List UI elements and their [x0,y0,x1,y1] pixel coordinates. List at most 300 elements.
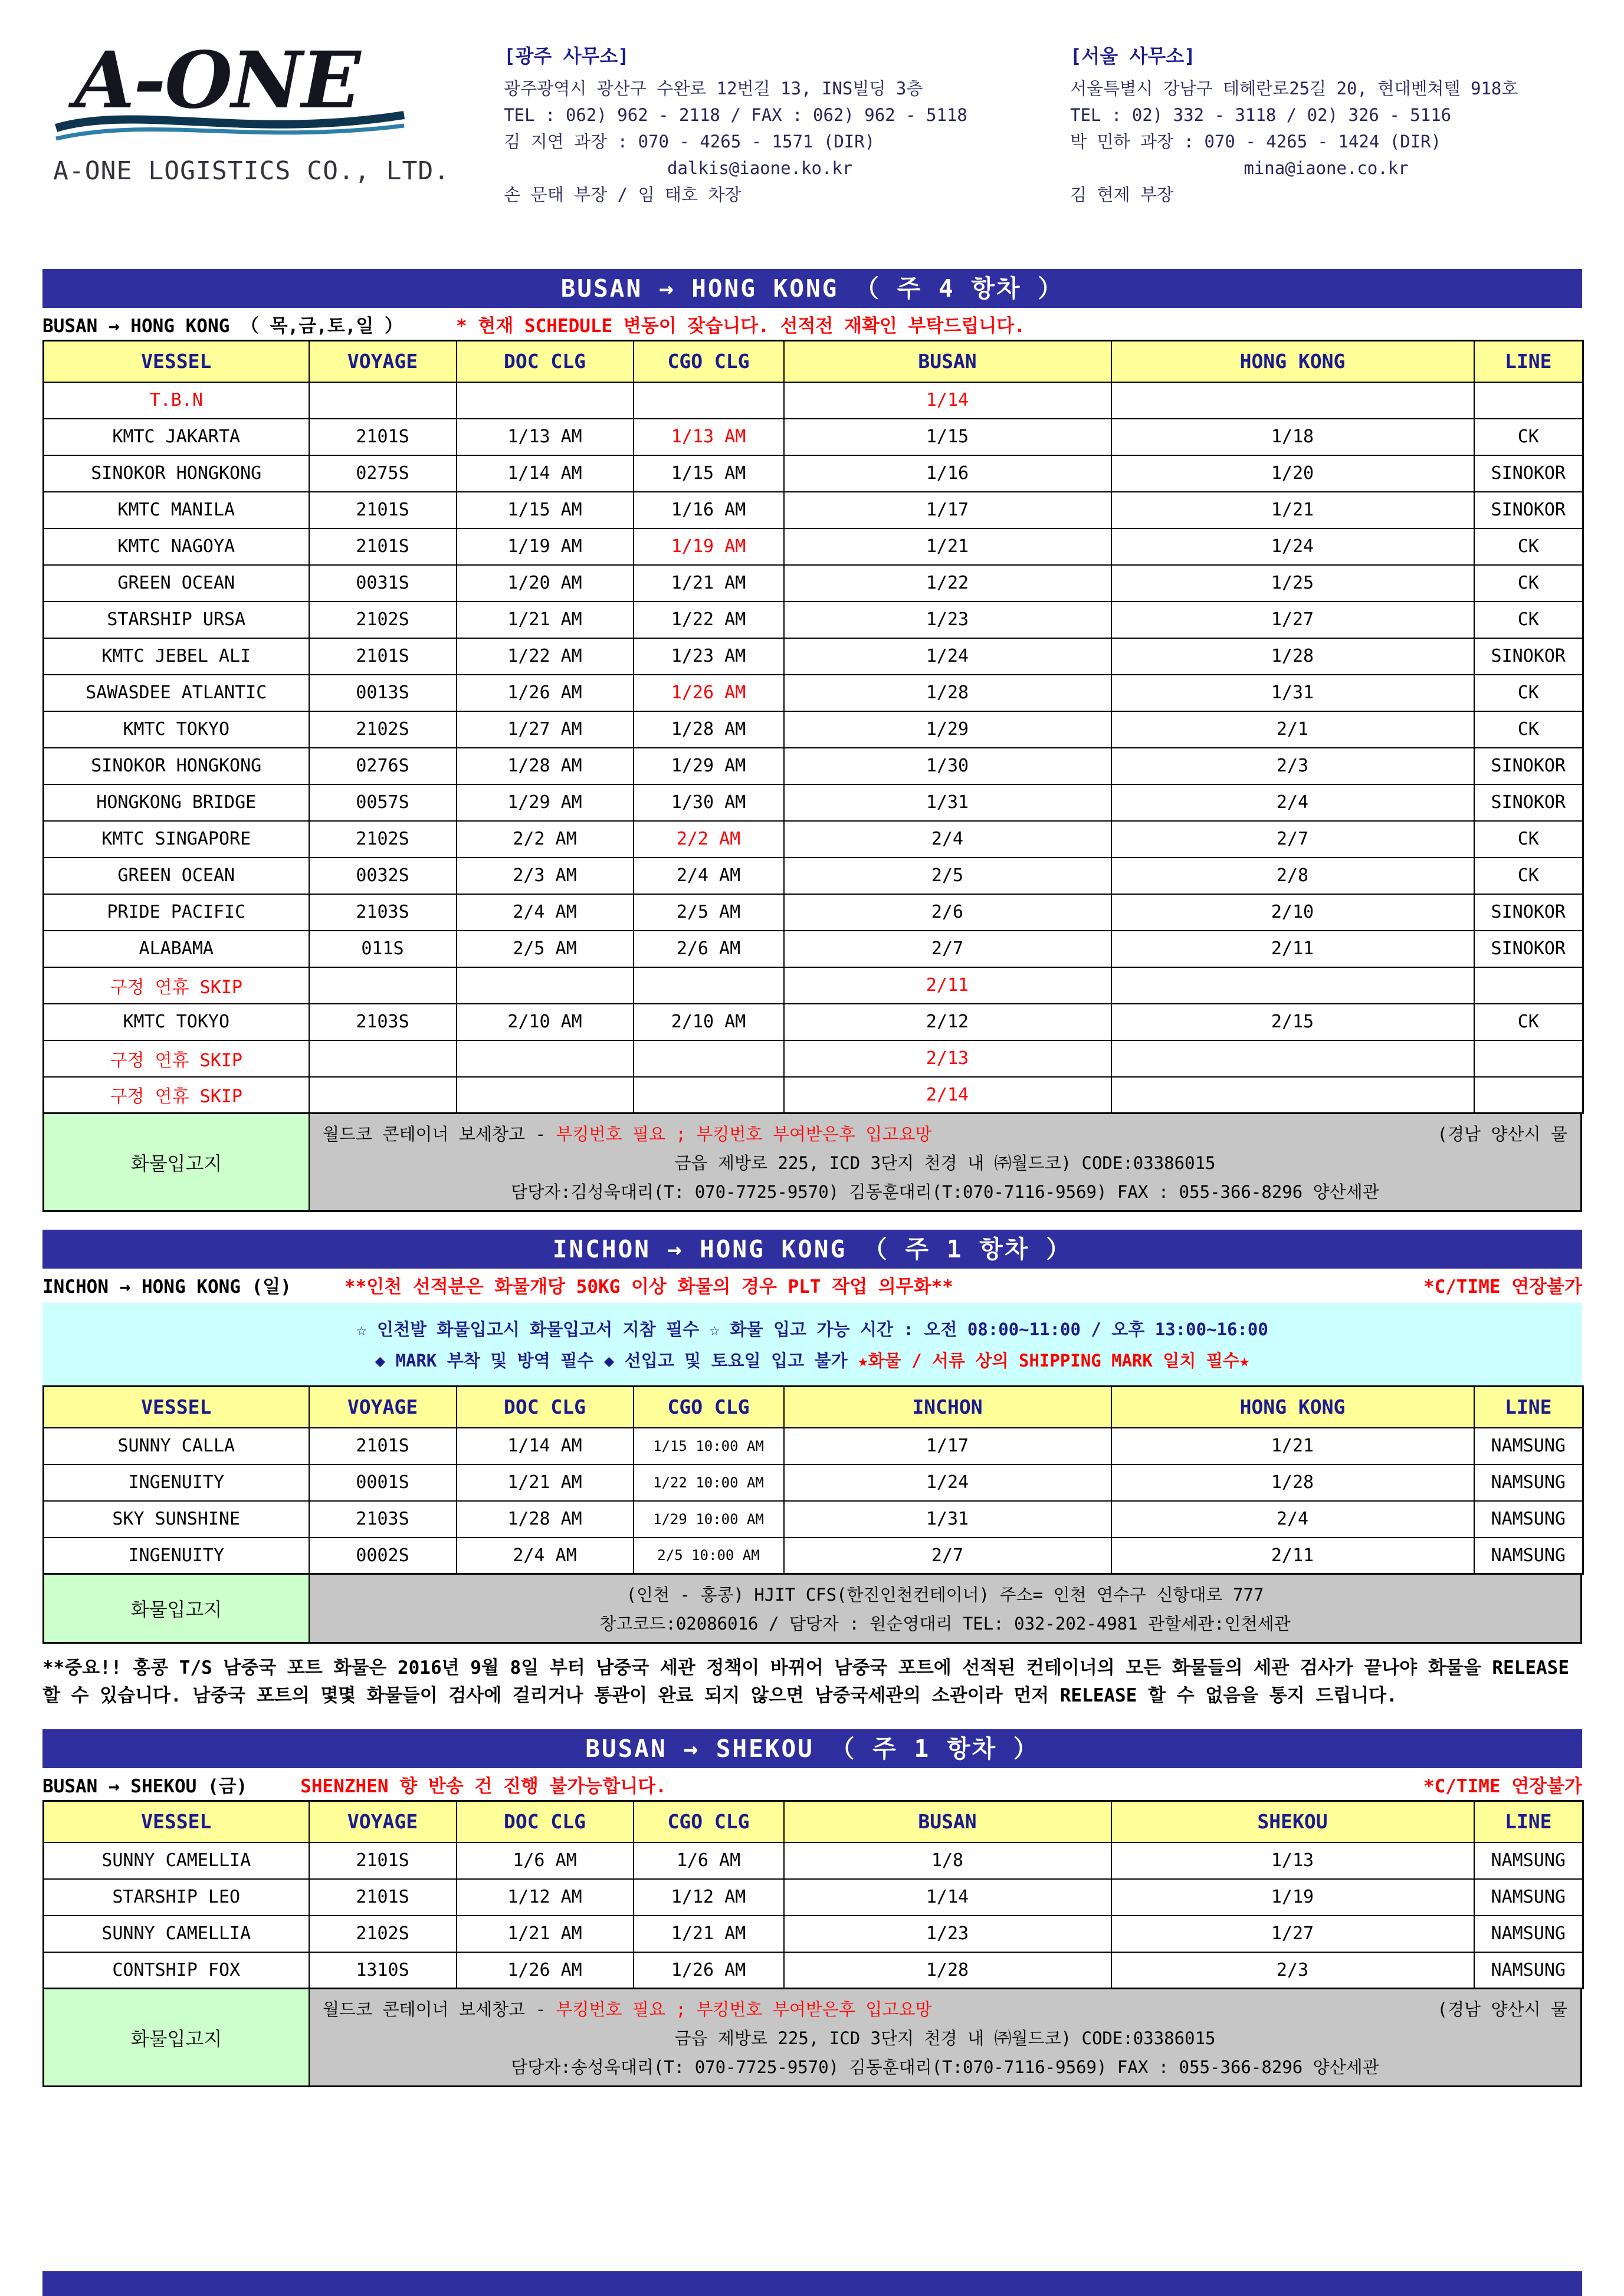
table-cell: 1/22 10:00 AM [634,1464,784,1501]
table-cell: 1/26 AM [457,1952,634,1989]
table-cell: 2/5 [784,858,1111,894]
table-cell: GREEN OCEAN [44,858,309,894]
table-cell: 0001S [309,1464,457,1501]
table-row [44,528,1583,565]
table-cell: 1/8 [784,1842,1111,1879]
table-cell: 1/31 [784,784,1111,821]
table-cell: 1/12 AM [634,1879,784,1916]
table-row [44,455,1583,492]
table-cell: 0031S [309,565,457,602]
depot-row [42,1114,1582,1212]
table-cell [309,382,457,419]
table-cell: SAWASDEE ATLANTIC [44,675,309,711]
depot-line-1 [323,1996,1567,2021]
table-cell: 1/23 AM [634,638,784,675]
column-header: BUSAN [784,1801,1111,1842]
table-cell: GREEN OCEAN [44,565,309,602]
table-cell: 1/28 AM [457,1501,634,1538]
column-header: DOC CLG [457,1387,634,1428]
table-cell: KMTC SINGAPORE [44,821,309,858]
table-cell: 2102S [309,1916,457,1952]
notice-shipping-mark-rule: ★화물 / 서류 상의 SHIPPING MARK 일치 필수★ [858,1351,1250,1371]
table-cell: 1/28 AM [457,748,634,784]
table-cell: 2101S [309,1842,457,1879]
table-cell: 1/15 AM [457,492,634,528]
table-row [44,419,1583,455]
subtitle-warning: **인천 선적분은 화물개당 50KG 이상 화물의 경우 PLT 작업 의무화** [344,1276,953,1298]
table-row [44,1952,1583,1989]
table-row [44,492,1583,528]
table-cell: 2/7 [1111,821,1474,858]
table-cell: INGENUITY [44,1538,309,1574]
office-address: 광주광역시 광산구 수완로 12번길 13, INS빌딩 3층 [504,78,923,98]
table-cell: 1/27 [1111,1916,1474,1952]
table-cell: 2101S [309,492,457,528]
table-cell: 1/14 [784,1879,1111,1916]
table-cell: SKY SUNSHINE [44,1501,309,1538]
banner-busan-hongkong: BUSAN → HONG KONG （ 주 4 항차 ） [42,269,1582,308]
table-row [44,967,1583,1004]
table-cell: 1/19 [1111,1879,1474,1916]
table-cell [457,382,634,419]
table-cell: SINOKOR [1474,455,1583,492]
table-cell: SINOKOR HONGKONG [44,455,309,492]
table-cell: CK [1474,675,1583,711]
table-cell: 2/12 [784,1004,1111,1040]
office-email: mina@iaone.co.kr [1244,157,1409,178]
table-cell: NAMSUNG [1474,1916,1583,1952]
table-cell: SINOKOR HONGKONG [44,748,309,784]
subtitle-busan-shekou [42,1768,1582,1800]
table-cell: 2101S [309,638,457,675]
subtitle-ctime-note: *C/TIME 연장불가 [1423,1276,1582,1298]
table-cell [1111,1040,1474,1077]
table-cell: PRIDE PACIFIC [44,894,309,931]
table-cell: 1/23 [784,602,1111,638]
table-cell: 2/15 [1111,1004,1474,1040]
table-cell: NAMSUNG [1474,1842,1583,1879]
table-row [44,1004,1583,1040]
table-cell: 1/25 [1111,565,1474,602]
table-cell: CK [1474,419,1583,455]
table-cell: 1/17 [784,492,1111,528]
table-header-row [44,1801,1583,1842]
depot-booking-note: 부킹번호 필요 ; 부킹번호 부여받은후 입고요망 [556,1999,932,2019]
depot-address-start: (경남 양산시 물 [1437,1999,1567,2019]
table-cell: 1/13 [1111,1842,1474,1879]
table-cell: 2102S [309,821,457,858]
table-cell: 1/26 AM [634,675,784,711]
table-cell: 2/4 AM [634,858,784,894]
table-cell [634,1040,784,1077]
banner-busan-shekou: BUSAN → SHEKOU （ 주 1 항차 ） [42,1729,1582,1768]
table-cell: 2/7 [784,931,1111,967]
table-cell [457,1040,634,1077]
table-cell: 1/21 AM [634,1916,784,1952]
table-cell: 1/6 AM [634,1842,784,1879]
table-cell: 1/29 AM [634,748,784,784]
table-cell: 1/15 10:00 AM [634,1428,784,1464]
transshipment-notice: **중요!! 홍콩 T/S 남중국 포트 화물은 2016년 9월 8일 부터 남중국 세관 정책이 바뀌어 남중국 포트에 선적된 컨테이너의 모든 화물들의 세관 검사가 끝나야 화물을 RELEASE 할 수 있습니다. 남중국 포트의 몇몇 화물들이 검사에 걸리거나 통관이 완료 되지 않으면 남중국세관의 소관이라 먼저 RELEASE 할 수 없음을 통지 드립니다. [42,1657,1570,1706]
depot-line-1 [323,1121,1567,1145]
table-cell: SUNNY CALLA [44,1428,309,1464]
table-cell: 2102S [309,602,457,638]
table-cell: ALABAMA [44,931,309,967]
table-row [44,675,1583,711]
table-cell: 2/5 AM [634,894,784,931]
office-staff: 김 현제 부장 [1070,184,1174,205]
table-row [44,784,1583,821]
table-cell: 2/3 AM [457,858,634,894]
table-cell [309,1040,457,1077]
table-cell: 구정 연휴 SKIP [44,1077,309,1113]
table-cell: 1/16 AM [634,492,784,528]
table-cell: 2/10 AM [634,1004,784,1040]
table-cell [1111,382,1474,419]
table-cell: KMTC NAGOYA [44,528,309,565]
table-cell: 2102S [309,711,457,748]
banner-inchon-hongkong: INCHON → HONG KONG （ 주 1 항차 ） [42,1230,1582,1269]
notice-line-2 [42,1348,1582,1372]
subtitle-busan-hongkong [42,308,1582,340]
office-phone: TEL : 02) 332 - 3118 / 02) 326 - 5116 [1070,104,1452,125]
subtitle-inchon-hongkong [42,1269,1582,1300]
schedule-table-busan-hongkong [42,340,1584,1114]
logo-text: A-ONE [74,35,360,126]
table-cell: 1/13 AM [634,419,784,455]
table-cell: 2/4 AM [457,894,634,931]
table-cell: 0057S [309,784,457,821]
table-cell [309,1077,457,1113]
table-cell: 2101S [309,419,457,455]
table-cell: 1/17 [784,1428,1111,1464]
table-cell: 2/6 AM [634,931,784,967]
table-cell: 2/10 AM [457,1004,634,1040]
table-row [44,748,1583,784]
schedule-table-busan-shekou [42,1800,1584,1989]
table-cell: 1/26 AM [634,1952,784,1989]
depot-booking-note: 부킹번호 필요 ; 부킹번호 부여받은후 입고요망 [556,1124,932,1144]
column-header: CGO CLG [634,341,784,382]
subtitle-route: INCHON → HONG KONG (일) [42,1276,291,1298]
table-cell [457,1077,634,1113]
table-cell: SINOKOR [1474,931,1583,967]
table-cell: 1/28 [1111,638,1474,675]
table-cell: 2/11 [1111,931,1474,967]
table-cell [1474,967,1583,1004]
table-cell: CK [1474,821,1583,858]
column-header: HONG KONG [1111,1387,1474,1428]
column-header: VOYAGE [309,1387,457,1428]
office-contact: 김 지연 과장 : 070 - 4265 - 1571 (DIR) [504,131,875,152]
table-cell: 1/24 [784,1464,1111,1501]
table-cell: 2101S [309,1428,457,1464]
table-cell: CK [1474,858,1583,894]
table-cell: 1/21 [784,528,1111,565]
logo-mark [53,35,431,146]
depot-line-2: 창고코드:02086016 / 담당자 : 원순영대리 TEL: 032-202-4981 관할세관:인천세관 [599,1614,1291,1634]
table-cell: 1/24 [1111,528,1474,565]
table-cell: 1/16 [784,455,1111,492]
table-cell: 2/5 10:00 AM [634,1538,784,1574]
table-cell [634,1077,784,1113]
table-cell: SINOKOR [1474,784,1583,821]
table-cell: 1/18 [1111,419,1474,455]
depot-row [42,1989,1582,2087]
table-cell: KMTC MANILA [44,492,309,528]
table-cell: 2101S [309,1879,457,1916]
table-cell: 2/7 [784,1538,1111,1574]
table-cell: 1/12 AM [457,1879,634,1916]
column-header: LINE [1474,1387,1583,1428]
depot-warehouse: 월드코 콘테이너 보세창고 - [323,1124,556,1144]
table-cell: 1/21 [1111,1428,1474,1464]
subtitle-route: BUSAN → SHEKOU (금) [42,1775,248,1797]
table-cell: INGENUITY [44,1464,309,1501]
depot-label: 화물입고지 [44,1989,310,2085]
table-cell: 2/4 AM [457,1538,634,1574]
table-row [44,382,1583,419]
table-cell: 0275S [309,455,457,492]
table-cell: 1/21 AM [457,1464,634,1501]
table-cell: 1/20 AM [457,565,634,602]
office-staff: 손 문태 부장 / 임 태호 차장 [504,184,742,205]
column-header: BUSAN [784,341,1111,382]
depot-label: 화물입고지 [44,1575,310,1642]
column-header: DOC CLG [457,341,634,382]
table-cell: 2103S [309,1004,457,1040]
subtitle-route: BUSAN → HONG KONG （ 목,금,토,일 ） [42,315,403,337]
office-seoul-title: [서울 사무소] [1070,45,1196,67]
table-row [44,1538,1583,1574]
table-row [44,1842,1583,1879]
table-cell: 1/28 [784,675,1111,711]
depot-row [42,1575,1582,1644]
depot-info [310,1114,1580,1210]
notice-mark-rule: ◆ MARK 부착 및 방역 필수 ◆ 선입고 및 토요일 입고 불가 [375,1351,858,1371]
table-cell: 2/2 AM [457,821,634,858]
table-cell: 2/3 [1111,1952,1474,1989]
table-cell [1474,382,1583,419]
table-cell: 2/4 [784,821,1111,858]
table-cell: KMTC TOKYO [44,711,309,748]
column-header: DOC CLG [457,1801,634,1842]
table-cell: 1/21 [1111,492,1474,528]
table-cell: STARSHIP LEO [44,1879,309,1916]
section-inchon-hongkong [42,1230,1582,1709]
table-row [44,1464,1583,1501]
depot-warehouse: 월드코 콘테이너 보세창고 - [323,1999,556,2019]
table-cell: 1/14 [784,382,1111,419]
depot-label: 화물입고지 [44,1114,310,1210]
table-cell [1111,1077,1474,1113]
depot-line-2: 금읍 제방로 225, ICD 3단지 천경 내 ㈜월드코) CODE:03386015 [674,2028,1216,2048]
column-header: VOYAGE [309,1801,457,1842]
table-cell: KMTC TOKYO [44,1004,309,1040]
table-row [44,1916,1583,1952]
table-cell [1474,1040,1583,1077]
table-cell: 2101S [309,528,457,565]
table-cell: 1/29 AM [457,784,634,821]
table-cell: 1/15 [784,419,1111,455]
table-cell: 1/20 [1111,455,1474,492]
table-cell: 1/28 [784,1952,1111,1989]
table-row [44,1879,1583,1916]
depot-line-1: (인천 - 홍콩) HJIT CFS(한진인천컨테이너) 주소= 인천 연수구 신항대로 777 [626,1585,1264,1605]
table-cell: 1/28 AM [634,711,784,748]
inchon-notice-box [42,1303,1582,1385]
table-cell: 1/28 [1111,1464,1474,1501]
office-gwangju-title: [광주 사무소] [504,45,629,67]
table-row [44,565,1583,602]
column-header: HONG KONG [1111,341,1474,382]
table-row [44,1501,1583,1538]
depot-address-start: (경남 양산시 물 [1437,1124,1567,1144]
table-cell: SINOKOR [1474,492,1583,528]
table-cell: 1/14 AM [457,1428,634,1464]
table-cell: 0276S [309,748,457,784]
document-header [42,21,1582,262]
office-seoul [1070,38,1582,262]
table-cell: 2/4 [1111,1501,1474,1538]
section-busan-hongkong [42,269,1582,1212]
notice-line-1: ☆ 인천발 화물입고시 화물입고서 지참 필수 ☆ 화물 입고 가능 시간 : 오전 08:00~11:00 / 오후 13:00~16:00 [356,1319,1268,1339]
table-cell: 1/6 AM [457,1842,634,1879]
table-cell [634,382,784,419]
table-cell: 1/26 AM [457,675,634,711]
table-row [44,638,1583,675]
column-header: LINE [1474,341,1583,382]
table-row [44,894,1583,931]
office-phone: TEL : 062) 962 - 2118 / FAX : 062) 962 - 5118 [504,104,967,125]
table-cell [1474,1077,1583,1113]
table-cell: CK [1474,711,1583,748]
table-row [44,602,1583,638]
table-cell: 1/29 10:00 AM [634,1501,784,1538]
table-cell: 1/27 [1111,602,1474,638]
table-cell: 1/22 AM [634,602,784,638]
table-cell: SINOKOR [1474,894,1583,931]
table-cell: 1310S [309,1952,457,1989]
column-header: VESSEL [44,341,309,382]
subtitle-warning: * 현재 SCHEDULE 변동이 잦습니다. 선적전 재확인 부탁드립니다. [456,315,1025,337]
office-gwangju [504,38,1016,262]
company-logo [42,35,450,262]
column-header: LINE [1474,1801,1583,1842]
table-cell: STARSHIP URSA [44,602,309,638]
table-cell [1111,967,1474,1004]
table-cell: KMTC JEBEL ALI [44,638,309,675]
table-cell: T.B.N [44,382,309,419]
table-cell: 2/10 [1111,894,1474,931]
table-cell: CK [1474,1004,1583,1040]
depot-info [310,1575,1580,1642]
table-header-row [44,1387,1583,1428]
column-header: INCHON [784,1387,1111,1428]
table-row [44,711,1583,748]
table-cell: 2103S [309,894,457,931]
column-header: VESSEL [44,1801,309,1842]
column-header: CGO CLG [634,1801,784,1842]
depot-line-2: 금읍 제방로 225, ICD 3단지 천경 내 ㈜월드코) CODE:03386015 [674,1153,1216,1173]
table-cell: 011S [309,931,457,967]
table-cell: NAMSUNG [1474,1428,1583,1464]
table-cell: 1/19 AM [634,528,784,565]
table-row [44,1040,1583,1077]
office-contact: 박 민하 과장 : 070 - 4265 - 1424 (DIR) [1070,131,1442,152]
table-cell: 1/22 AM [457,638,634,675]
schedule-table-inchon-hongkong [42,1385,1584,1575]
table-cell: 1/15 AM [634,455,784,492]
subtitle-warning: SHENZHEN 향 반송 건 진행 불가능합니다. [300,1775,667,1797]
table-cell: NAMSUNG [1474,1538,1583,1574]
table-cell: 2/6 [784,894,1111,931]
column-header: VOYAGE [309,341,457,382]
depot-line-3: 담당자:김성욱대리(T: 070-7725-9570) 김동훈대리(T:070-7116-9569) FAX : 055-366-8296 양산세관 [511,1182,1379,1202]
table-cell: 1/30 AM [634,784,784,821]
depot-line-3: 담당자:송성욱대리(T: 070-7725-9570) 김동훈대리(T:070-7116-9569) FAX : 055-366-8296 양산세관 [511,2057,1379,2077]
table-cell: NAMSUNG [1474,1879,1583,1916]
table-cell: 1/19 AM [457,528,634,565]
table-cell: 1/24 [784,638,1111,675]
table-cell: 0002S [309,1538,457,1574]
table-cell: CK [1474,528,1583,565]
table-cell [309,967,457,1004]
table-cell: 1/21 AM [457,602,634,638]
table-cell: NAMSUNG [1474,1464,1583,1501]
table-row [44,821,1583,858]
table-cell: 1/31 [784,1501,1111,1538]
table-cell: 1/21 AM [457,1916,634,1952]
table-cell: 1/22 [784,565,1111,602]
table-cell: 0032S [309,858,457,894]
table-cell: 1/30 [784,748,1111,784]
table-cell [634,967,784,1004]
table-cell: SUNNY CAMELLIA [44,1842,309,1879]
table-cell: CK [1474,565,1583,602]
depot-info [310,1989,1580,2085]
table-cell: 2/14 [784,1077,1111,1113]
table-cell: 1/31 [1111,675,1474,711]
table-cell: 2103S [309,1501,457,1538]
table-cell: 2/3 [1111,748,1474,784]
table-cell: SUNNY CAMELLIA [44,1916,309,1952]
column-header: SHEKOU [1111,1801,1474,1842]
table-cell: 구정 연휴 SKIP [44,967,309,1004]
table-cell: 구정 연휴 SKIP [44,1040,309,1077]
table-cell: SINOKOR [1474,748,1583,784]
table-cell: NAMSUNG [1474,1501,1583,1538]
column-header: VESSEL [44,1387,309,1428]
table-cell: 2/8 [1111,858,1474,894]
table-row [44,1428,1583,1464]
next-section-banner-cropped [42,2271,1582,2296]
table-cell: 2/13 [784,1040,1111,1077]
table-row [44,858,1583,894]
table-cell: 1/14 AM [457,455,634,492]
table-cell: 2/2 AM [634,821,784,858]
table-cell: 2/5 AM [457,931,634,967]
table-row [44,1077,1583,1113]
subtitle-ctime-note: *C/TIME 연장불가 [1423,1775,1582,1797]
table-cell: 2/11 [784,967,1111,1004]
table-cell: 2/1 [1111,711,1474,748]
table-cell: SINOKOR [1474,638,1583,675]
table-cell: 2/4 [1111,784,1474,821]
office-address: 서울특별시 강남구 테헤란로25길 20, 현대벤쳐텔 918호 [1070,78,1518,98]
table-cell: 0013S [309,675,457,711]
table-row [44,931,1583,967]
